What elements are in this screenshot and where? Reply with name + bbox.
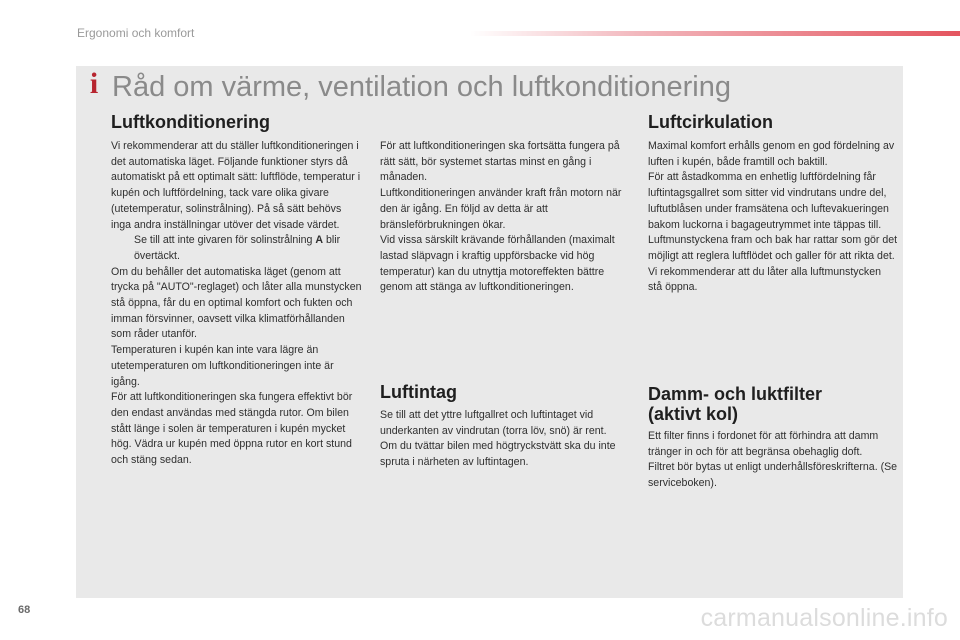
- col1-bullet: [111, 233, 363, 264]
- heading-luftintag: Luftintag: [380, 382, 457, 402]
- bullet-text: [134, 233, 363, 264]
- heading-damm-line-1: Damm- och luktfilter: [648, 384, 823, 404]
- col2-paragraph-5: Om du tvättar bilen med högtryckstvätt ska du inte spruta i närheten av luftintagen.: [380, 440, 616, 469]
- info-icon: i: [89, 67, 99, 100]
- col2-body-2: [380, 408, 627, 471]
- watermark: carmanualsonline.info: [700, 604, 948, 632]
- col1-paragraph-1: Vi rekommenderar att du ställer luftkonditioneringen i det automatiska läget. Följande funktioner styrs då automatiskt på ett optimalt sätt: luftflöde, temperatur i kupén och luftfördelning, tack vare olika givare (utetemperatur, solinstrålning). På så sätt behövs inga andra inställningar utöver det visade värdet.: [111, 140, 361, 231]
- col3-paragraph-5: Filtret bör bytas ut enligt underhållsföreskrifterna. (Se serviceboken).: [648, 461, 898, 490]
- heading-luftcirkulation: Luftcirkulation: [648, 112, 773, 132]
- col3-paragraph-2: För att åstadkomma en enhetlig luftfördelning får luftintagsgallret som sitter vid vindrutans undre del, luftutblåsen under framsätena och luftevakueringen bakom luckorna i bagageutrymmet inte täppas till.: [648, 171, 889, 231]
- col3-paragraph-4: Ett filter finns i fordonet för att förhindra att damm tränger in och för att begränsa obehaglig doft.: [648, 430, 879, 458]
- section-header-label: Ergonomi och komfort: [77, 26, 195, 40]
- heading-damm-och-luktfilter: [648, 384, 822, 424]
- col2-body: [380, 139, 627, 296]
- col2-paragraph-2: Luftkonditioneringen använder kraft från motorn när den är igång. En följd av detta är att bränsleförbrukningen ökar.: [380, 187, 622, 231]
- header-accent-bar: [470, 31, 960, 36]
- bullet-text-a: Se till att inte givaren för solinstrålning: [134, 234, 316, 247]
- page-number: 68: [18, 604, 31, 616]
- col1-body: [111, 139, 363, 469]
- col1-paragraph-3: Temperaturen i kupén kan inte vara lägre än utetemperaturen om luftkonditioneringen inte är igång.: [111, 344, 334, 388]
- heading-luftkonditionering: Luftkonditionering: [111, 112, 270, 132]
- page-title: Råd om värme, ventilation och luftkonditionering: [112, 71, 731, 103]
- bullet-text-bold: A: [315, 234, 324, 247]
- col2-paragraph-1: För att luftkonditioneringen ska fortsätta fungera på rätt sätt, bör systemet startas minst en gång i månaden.: [380, 140, 620, 184]
- col3-paragraph-1: Maximal komfort erhålls genom en god fördelning av luften i kupén, både framtill och baktill.: [648, 140, 895, 168]
- col3-paragraph-3: Luftmunstyckena fram och bak har rattar som gör det möjligt att reglera luftflödet och galler för att rikta det. Vi rekommenderar att du låter alla luftmunstycken stå öppna.: [648, 234, 898, 294]
- col2-paragraph-4: Se till att det yttre luftgallret och luftintaget vid underkanten av vindrutan (torra löv, snö) är rent.: [380, 409, 607, 437]
- col3-body: [648, 139, 898, 296]
- col1-paragraph-4: För att luftkonditioneringen ska fungera effektivt bör den endast användas med stängda rutor. Om bilen stått länge i solen är temperaturen i kupén mycket hög. Vädra ur kupén med öppna rutor en kort stund och stäng sedan.: [111, 391, 353, 467]
- col3-body-2: [648, 429, 898, 492]
- heading-damm-line-2: (aktivt kol): [648, 404, 739, 424]
- bullet-text-b: blir övertäckt.: [134, 234, 341, 262]
- col2-paragraph-3: Vid vissa särskilt krävande förhållanden (maximalt lastad släpvagn i kraftig uppförsbacke vid hög temperatur) kan du utnyttja motoreffekten bättre genom att stänga av luftkonditioneringen.: [380, 234, 615, 294]
- col1-paragraph-2: Om du behåller det automatiska läget (genom att trycka på "AUTO"-reglaget) och låter alla munstycken stå öppna, får du en optimal komfort och fukten och imman försvinner, oavsett vilka klimatförhållanden som råder utanför.: [111, 265, 362, 341]
- bullet-arrow-icon: [111, 233, 134, 264]
